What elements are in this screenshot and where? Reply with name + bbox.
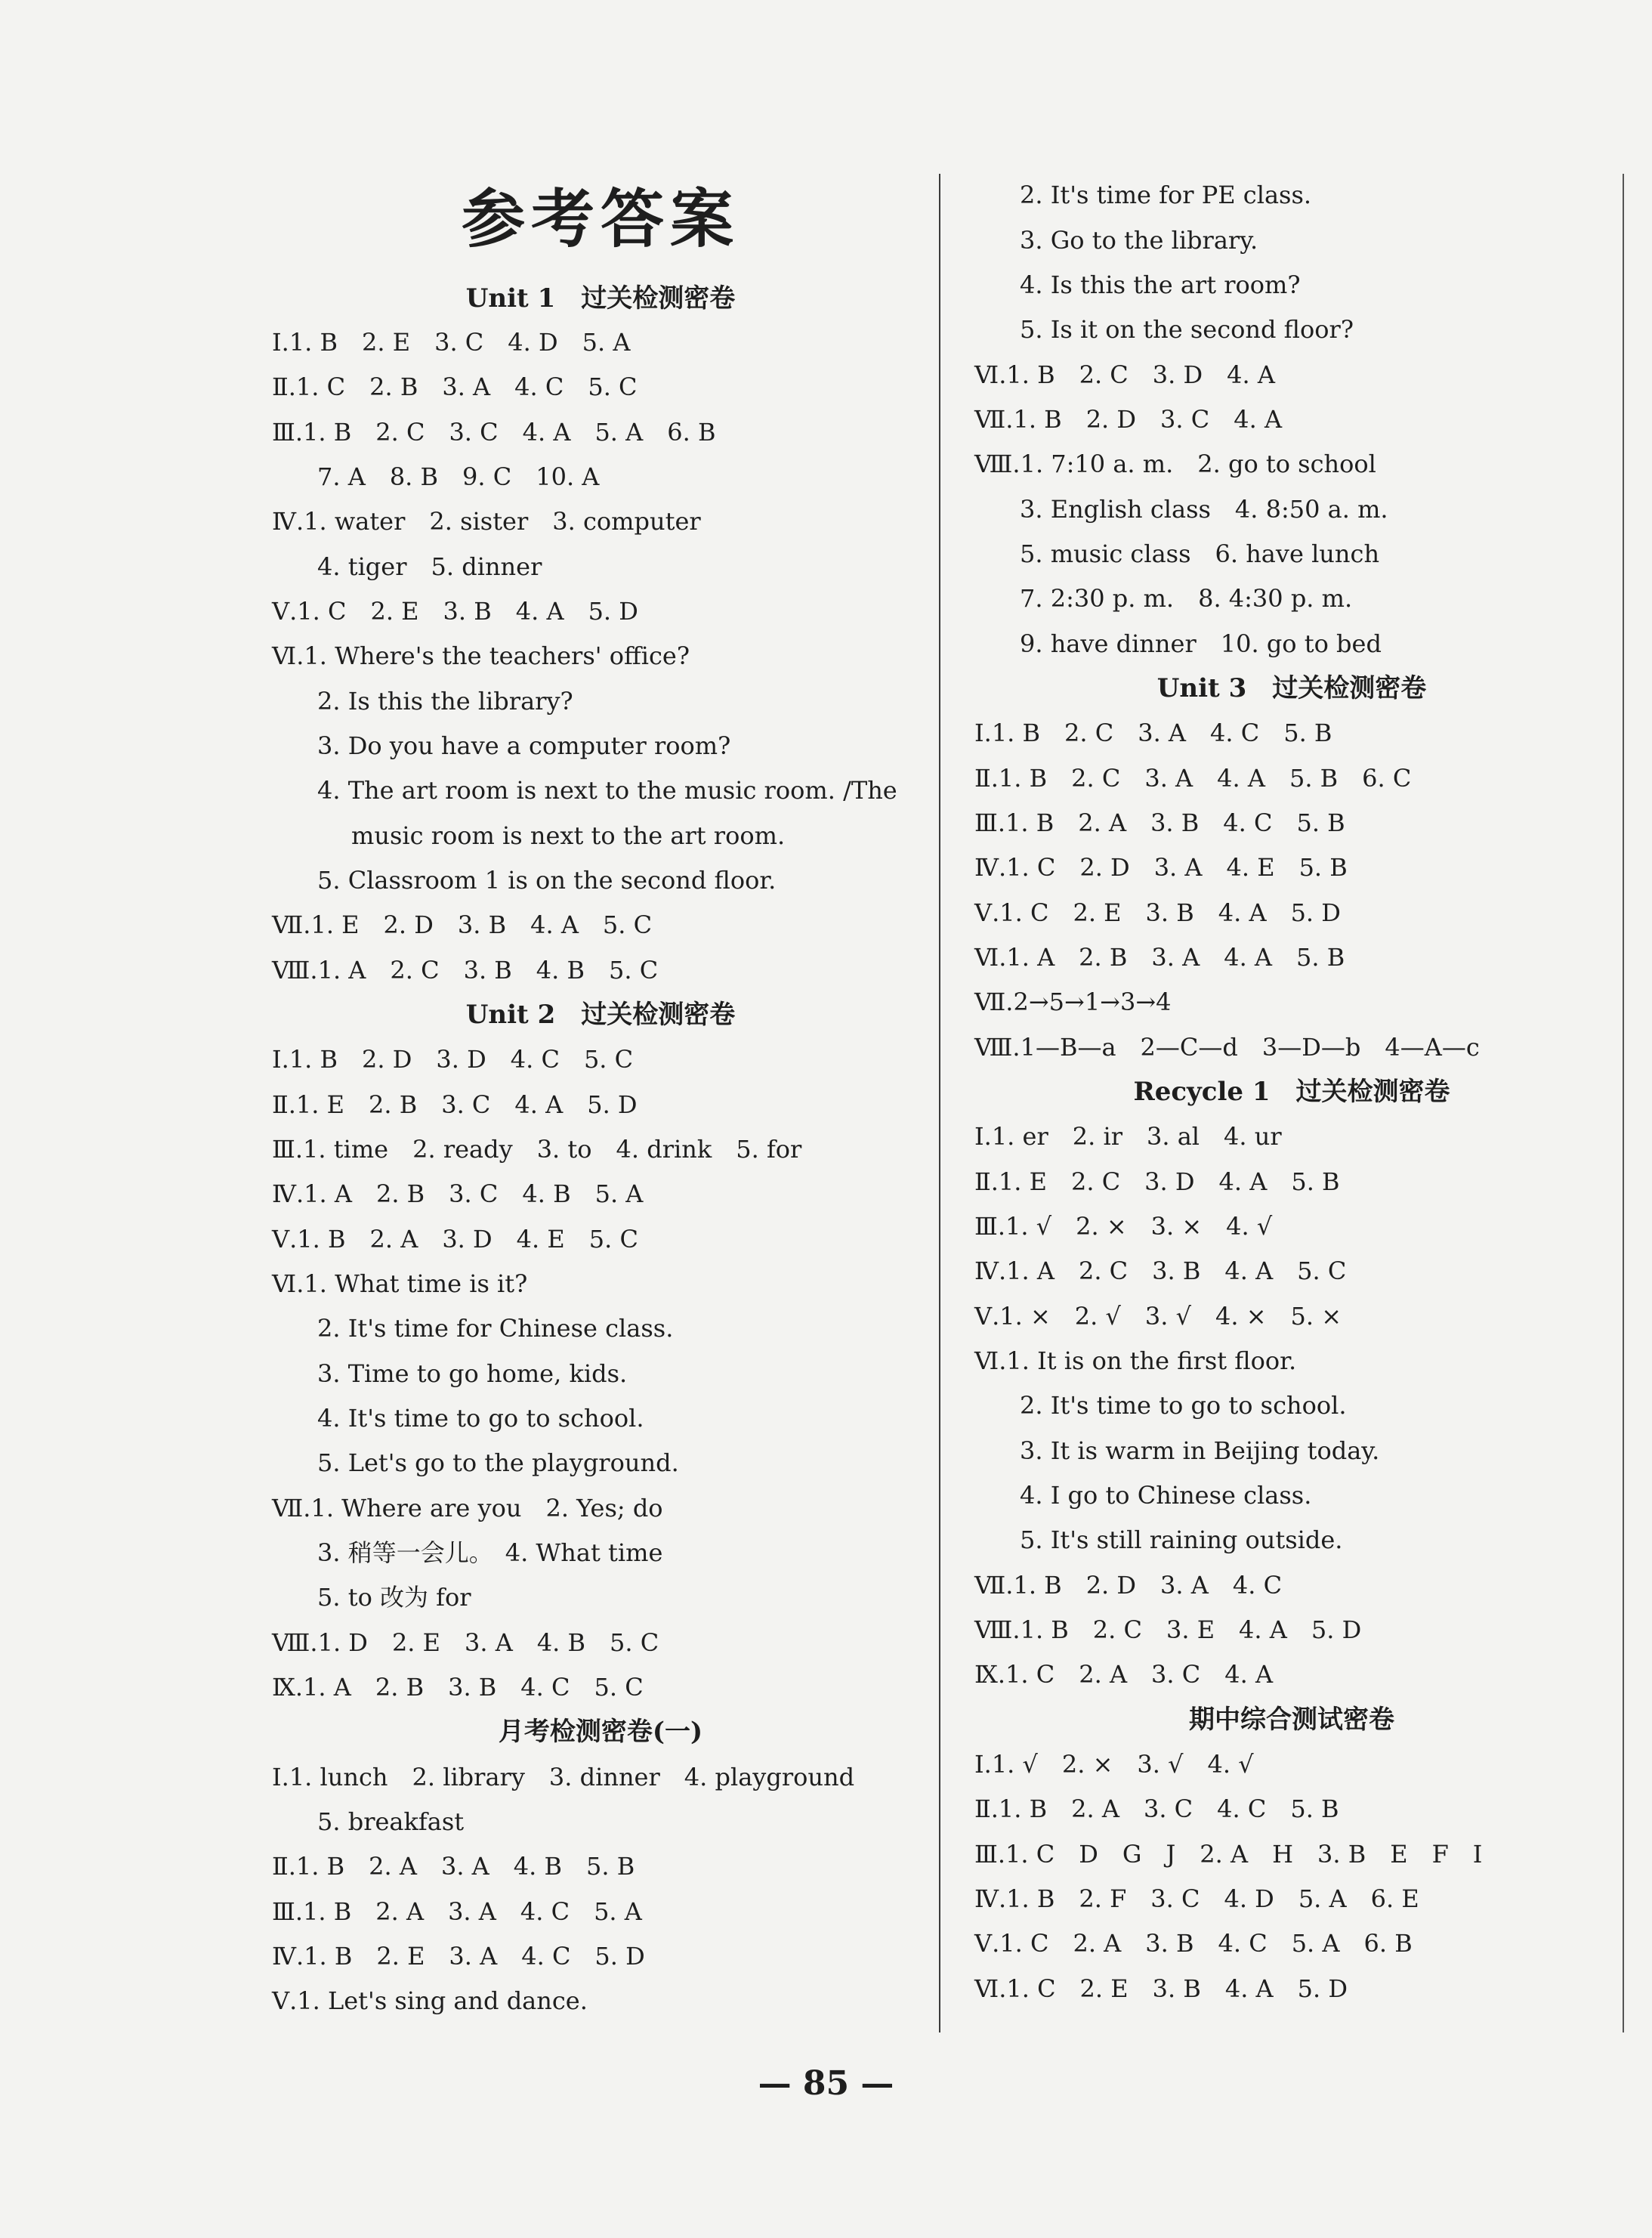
answer-line: 7. 2:30 p. m. 8. 4:30 p. m. [1020, 584, 1353, 613]
page-number: — 85 — [758, 2064, 894, 2103]
answer-line: 7. A 8. B 9. C 10. A [317, 462, 600, 491]
answer-line: 4. tiger 5. dinner [317, 552, 542, 581]
answer-line: Ⅰ.1. B 2. C 3. A 4. C 5. B [974, 719, 1332, 747]
answer-line: Ⅲ.1. √ 2. × 3. × 4. √ [974, 1212, 1273, 1241]
section-heading-unit1: Unit 1 过关检测密卷 [465, 283, 736, 314]
answer-line: Ⅱ.1. B 2. C 3. A 4. A 5. B 6. C [974, 764, 1412, 793]
answer-line: 5. to 改为 for [317, 1583, 471, 1612]
answer-line: Ⅶ.1. B 2. D 3. C 4. A [974, 405, 1283, 434]
answer-line: 5. Let's go to the playground. [317, 1448, 679, 1477]
answer-line: Ⅵ.1. It is on the first floor. [974, 1346, 1297, 1375]
answer-line: music room is next to the art room. [351, 821, 786, 850]
section-heading-recycle1: Recycle 1 过关检测密卷 [1133, 1077, 1450, 1107]
answer-line: Ⅳ.1. B 2. F 3. C 4. D 5. A 6. E [974, 1884, 1419, 1913]
answer-line: Ⅸ.1. C 2. A 3. C 4. A [974, 1660, 1274, 1689]
column-divider [939, 174, 940, 2032]
answer-line: 4. The art room is next to the music room. /The [317, 776, 897, 805]
answer-line: 3. Go to the library. [1020, 226, 1258, 255]
answer-line: Ⅳ.1. C 2. D 3. A 4. E 5. B [974, 853, 1348, 882]
answer-line: 2. Is this the library? [317, 687, 573, 716]
answer-line: Ⅵ.1. A 2. B 3. A 4. A 5. B [974, 943, 1345, 972]
answer-line: Ⅲ.1. B 2. A 3. A 4. C 5. A [272, 1897, 642, 1926]
answer-line: Ⅵ.1. What time is it? [272, 1269, 528, 1298]
answer-line: Ⅴ.1. C 2. E 3. B 4. A 5. D [272, 597, 638, 626]
answer-line: Ⅳ.1. A 2. B 3. C 4. B 5. A [272, 1179, 644, 1208]
answer-line: Ⅰ.1. B 2. D 3. D 4. C 5. C [272, 1045, 634, 1074]
answer-line: Ⅰ.1. lunch 2. library 3. dinner 4. playground [272, 1763, 855, 1791]
answer-line: 5. Classroom 1 is on the second floor. [317, 866, 777, 895]
answer-line: Ⅲ.1. time 2. ready 3. to 4. drink 5. for [272, 1135, 802, 1164]
answer-line: Ⅱ.1. C 2. B 3. A 4. C 5. C [272, 372, 638, 401]
answer-line: Ⅷ.1. D 2. E 3. A 4. B 5. C [272, 1628, 659, 1657]
section-heading-midterm: 期中综合测试密卷 [1189, 1705, 1394, 1735]
answer-line: 5. Is it on the second floor? [1020, 315, 1354, 344]
answer-line: Ⅰ.1. B 2. E 3. C 4. D 5. A [272, 328, 631, 357]
answer-line: Ⅶ.2→5→1→3→4 [974, 988, 1172, 1016]
answer-line: Ⅴ.1. × 2. √ 3. √ 4. × 5. × [974, 1302, 1342, 1331]
answer-line: Ⅵ.1. C 2. E 3. B 4. A 5. D [974, 1974, 1348, 2003]
answer-line: 3. It is warm in Beijing today. [1020, 1436, 1380, 1465]
answer-line: Ⅲ.1. B 2. C 3. C 4. A 5. A 6. B [272, 418, 716, 447]
answer-line: Ⅲ.1. C D G J 2. A H 3. B E F I [974, 1840, 1483, 1869]
answer-line: Ⅷ.1. B 2. C 3. E 4. A 5. D [974, 1615, 1362, 1644]
answer-line: Ⅴ.1. Let's sing and dance. [272, 1986, 588, 2015]
answer-line: 3. Time to go home, kids. [317, 1359, 628, 1388]
answer-line: 4. I go to Chinese class. [1020, 1481, 1312, 1510]
answer-line: Ⅷ.1—B—a 2—C—d 3—D—b 4—A—c [974, 1033, 1480, 1062]
answer-line: Ⅵ.1. B 2. C 3. D 4. A [974, 360, 1275, 389]
answer-line: Ⅶ.1. E 2. D 3. B 4. A 5. C [272, 910, 653, 939]
answer-line: Ⅳ.1. A 2. C 3. B 4. A 5. C [974, 1257, 1347, 1285]
answer-line: Ⅱ.1. E 2. B 3. C 4. A 5. D [272, 1090, 638, 1119]
answer-line: 2. It's time for Chinese class. [317, 1314, 674, 1343]
answer-line: 5. breakfast [317, 1807, 465, 1836]
answer-line: 5. music class 6. have lunch [1020, 539, 1380, 568]
answer-line: Ⅴ.1. B 2. A 3. D 4. E 5. C [272, 1225, 638, 1253]
answer-line: Ⅱ.1. E 2. C 3. D 4. A 5. B [974, 1167, 1340, 1196]
answer-line: Ⅴ.1. C 2. E 3. B 4. A 5. D [974, 898, 1341, 927]
answer-line: Ⅶ.1. Where are you 2. Yes; do [272, 1494, 663, 1522]
answer-line: 3. Do you have a computer room? [317, 731, 731, 760]
answer-line: Ⅴ.1. C 2. A 3. B 4. C 5. A 6. B [974, 1929, 1413, 1958]
page-title: 参考答案 [461, 181, 740, 256]
answer-line: 4. Is this the art room? [1020, 270, 1301, 299]
answer-line: Ⅸ.1. A 2. B 3. B 4. C 5. C [272, 1673, 644, 1702]
section-heading-unit3: Unit 3 过关检测密卷 [1156, 673, 1427, 703]
answer-line: Ⅰ.1. er 2. ir 3. al 4. ur [974, 1122, 1282, 1151]
answer-line: Ⅵ.1. Where's the teachers' office? [272, 641, 690, 670]
section-heading-unit2: Unit 2 过关检测密卷 [465, 1000, 736, 1030]
answer-line: 2. It's time to go to school. [1020, 1391, 1347, 1420]
answer-line: Ⅱ.1. B 2. A 3. A 4. B 5. B [272, 1852, 635, 1881]
answer-line: 3. English class 4. 8:50 a. m. [1020, 495, 1388, 524]
answer-line: 5. It's still raining outside. [1020, 1525, 1343, 1554]
answer-line: 4. It's time to go to school. [317, 1404, 644, 1433]
answer-line: Ⅲ.1. B 2. A 3. B 4. C 5. B [974, 808, 1345, 837]
answer-line: Ⅳ.1. water 2. sister 3. computer [272, 507, 701, 536]
answer-line: Ⅷ.1. A 2. C 3. B 4. B 5. C [272, 956, 659, 985]
answer-line: 9. have dinner 10. go to bed [1020, 629, 1382, 658]
margin-rule [1623, 174, 1624, 2032]
answer-line: Ⅳ.1. B 2. E 3. A 4. C 5. D [272, 1942, 645, 1971]
answer-line: Ⅱ.1. B 2. A 3. C 4. C 5. B [974, 1794, 1339, 1823]
answer-line: Ⅶ.1. B 2. D 3. A 4. C [974, 1571, 1283, 1600]
answer-line: Ⅷ.1. 7:10 a. m. 2. go to school [974, 450, 1376, 478]
answer-line: Ⅰ.1. √ 2. × 3. √ 4. √ [974, 1750, 1254, 1779]
answer-line: 3. 稍等一会儿。 4. What time [317, 1538, 663, 1567]
section-heading-monthly: 月考检测密卷(一) [498, 1717, 703, 1747]
answer-line: 2. It's time for PE class. [1020, 181, 1312, 209]
